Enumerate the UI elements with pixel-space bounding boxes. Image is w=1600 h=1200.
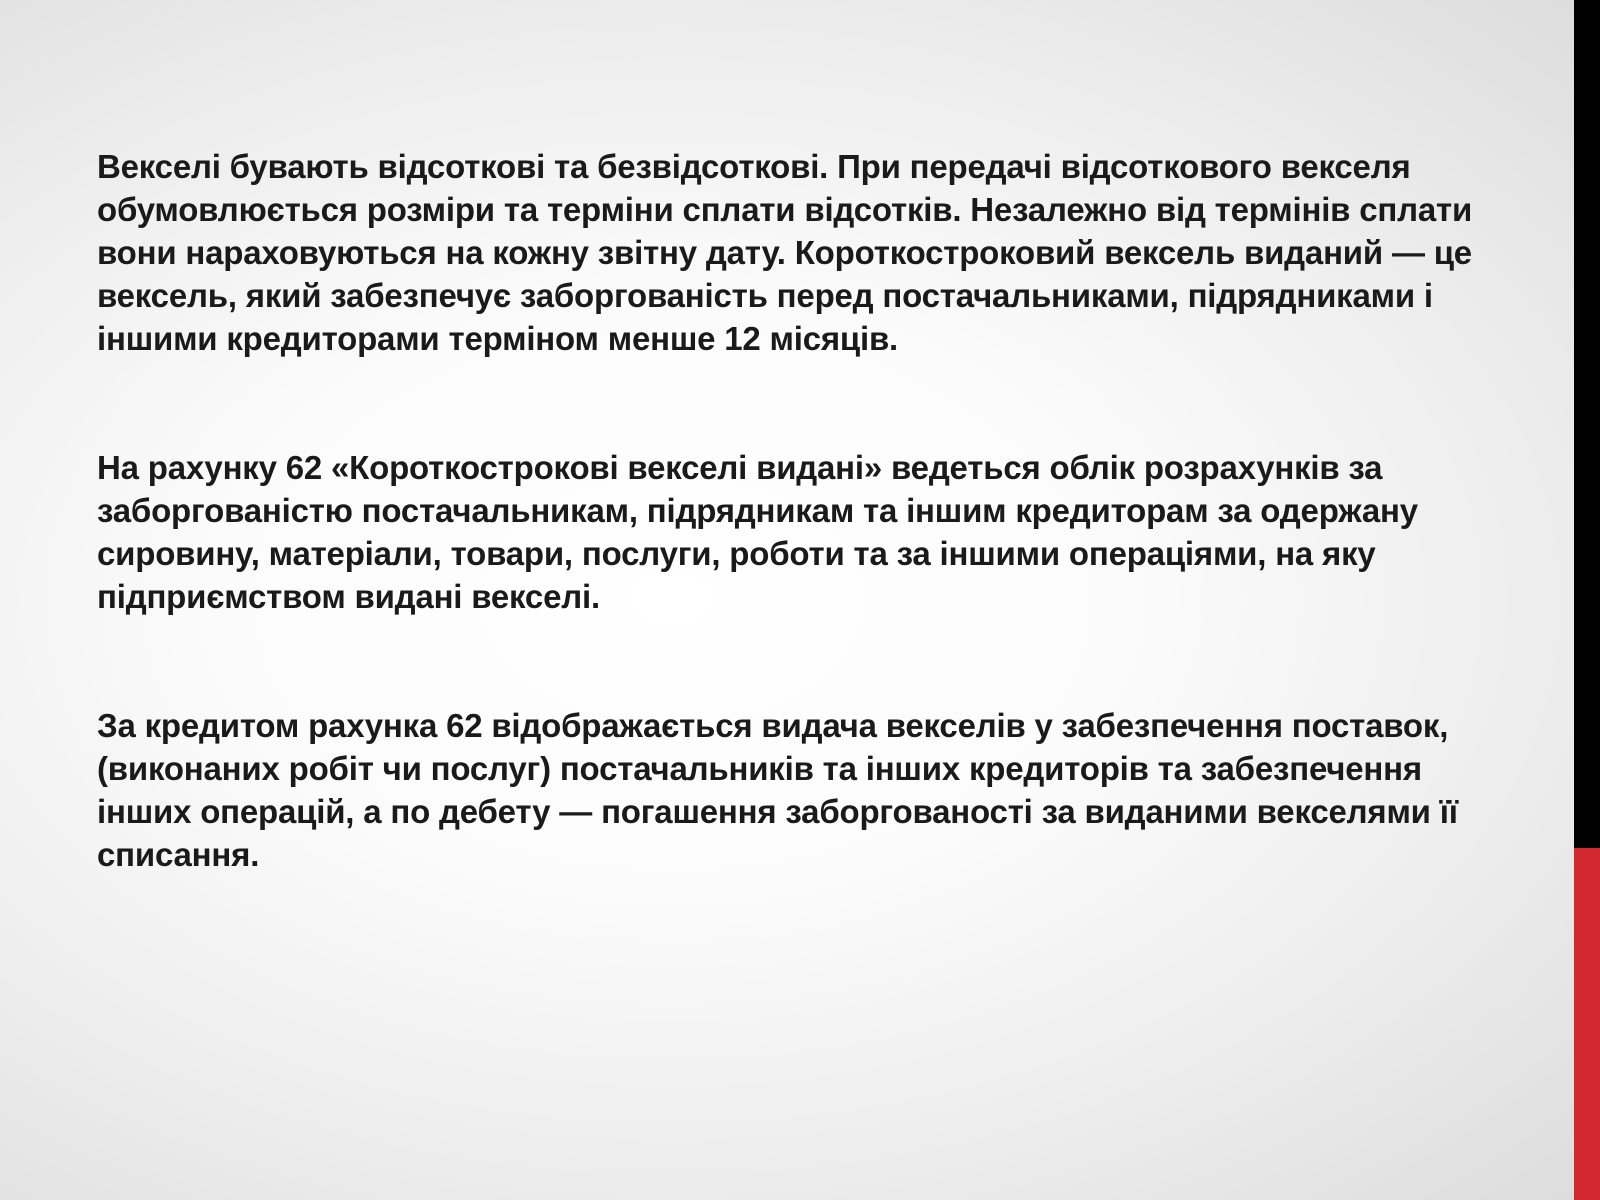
paragraph-credit-debit: За кредитом рахунка 62 відображається видача векселів у забезпечення поставок, (виконаних робіт чи послуг) постачальників та інших кредиторів та забезпечення інших операцій, а по дебету — погашення заборгованості за виданими векселями її списання.	[97, 707, 1458, 873]
right-accent-bar	[1574, 848, 1600, 1200]
paragraph-account-62: На рахунку 62 «Короткострокові векселі видані» ведеться облік розрахунків за заборгованістю постачальникам, підрядникам та іншим кредиторам за одержану сировину, матеріали, товари, послуги, роботи та за іншими операціями, на яку підприємством видані векселі.	[97, 449, 1418, 615]
paragraph-bills-types: Векселі бувають відсоткові та безвідсоткові. При передачі відсоткового векселя обумовлюється розміри та терміни сплати відсотків. Незалежно від термінів сплати вони нараховуються на кожну звітну дату. Короткостроковий вексель виданий — це вексель, який забезпечує заборгованість перед постачальниками, підрядниками і іншими кредиторами терміном менше 12 місяців.	[97, 148, 1473, 357]
slide-content	[97, 145, 1497, 876]
right-side-bar	[1574, 0, 1600, 848]
